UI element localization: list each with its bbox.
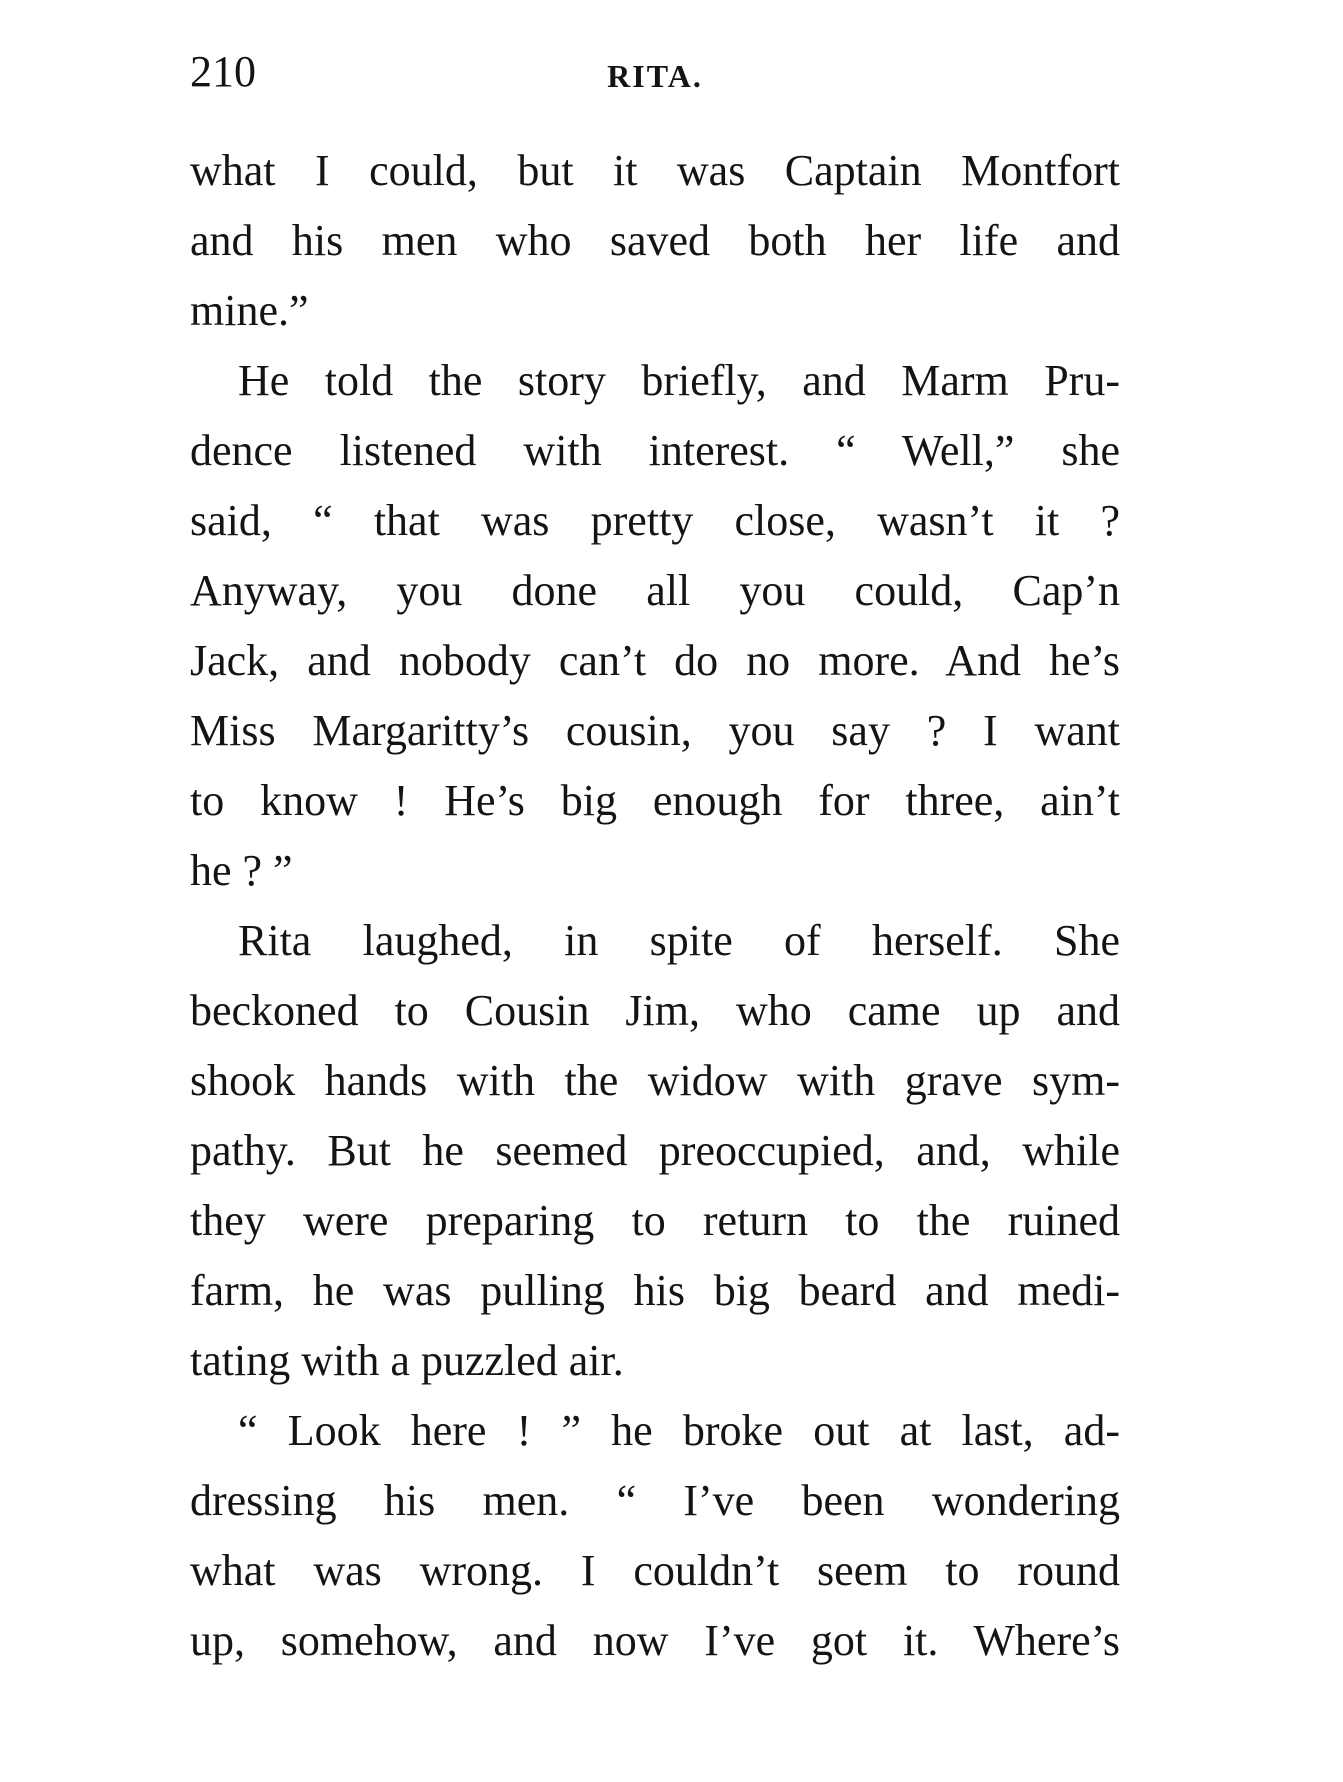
text-line: what was wrong. I couldn’t seem to round xyxy=(190,1546,1120,1595)
page-header xyxy=(190,42,1120,102)
text-line: Miss Margaritty’s cousin, you say ? I want xyxy=(190,706,1120,755)
text-line: shook hands with the widow with grave sym- xyxy=(190,1056,1120,1105)
text-line: beckoned to Cousin Jim, who came up and xyxy=(190,986,1120,1035)
text-line: and his men who saved both her life and xyxy=(190,216,1120,265)
running-title: RITA. xyxy=(607,58,703,94)
text-line: dence listened with interest. “ Well,” she xyxy=(190,426,1120,475)
text-line: they were preparing to return to the ruined xyxy=(190,1196,1120,1245)
text-line: farm, he was pulling his big beard and medi- xyxy=(190,1266,1120,1315)
text-line: mine.” xyxy=(190,286,309,335)
text-line: to know ! He’s big enough for three, ain’t xyxy=(190,776,1120,825)
text-line: “ Look here ! ” he broke out at last, ad- xyxy=(238,1406,1120,1455)
text-line: Rita laughed, in spite of herself. She xyxy=(238,916,1120,965)
page-number: 210 xyxy=(190,47,256,96)
text-line: dressing his men. “ I’ve been wondering xyxy=(190,1476,1120,1525)
text-line: what I could, but it was Captain Montfort xyxy=(190,146,1120,195)
text-line: up, somehow, and now I’ve got it. Where’s xyxy=(190,1616,1120,1665)
text-line: He told the story briefly, and Marm Pru- xyxy=(238,356,1120,405)
text-line: tating with a puzzled air. xyxy=(190,1336,624,1385)
text-line: he ? ” xyxy=(190,846,293,895)
body-text xyxy=(190,136,1120,1676)
text-line: pathy. But he seemed preoccupied, and, while xyxy=(190,1126,1120,1175)
text-line: Anyway, you done all you could, Cap’n xyxy=(190,566,1120,615)
text-line: Jack, and nobody can’t do no more. And he’s xyxy=(190,636,1120,685)
text-line: said, “ that was pretty close, wasn’t it ? xyxy=(190,496,1120,545)
